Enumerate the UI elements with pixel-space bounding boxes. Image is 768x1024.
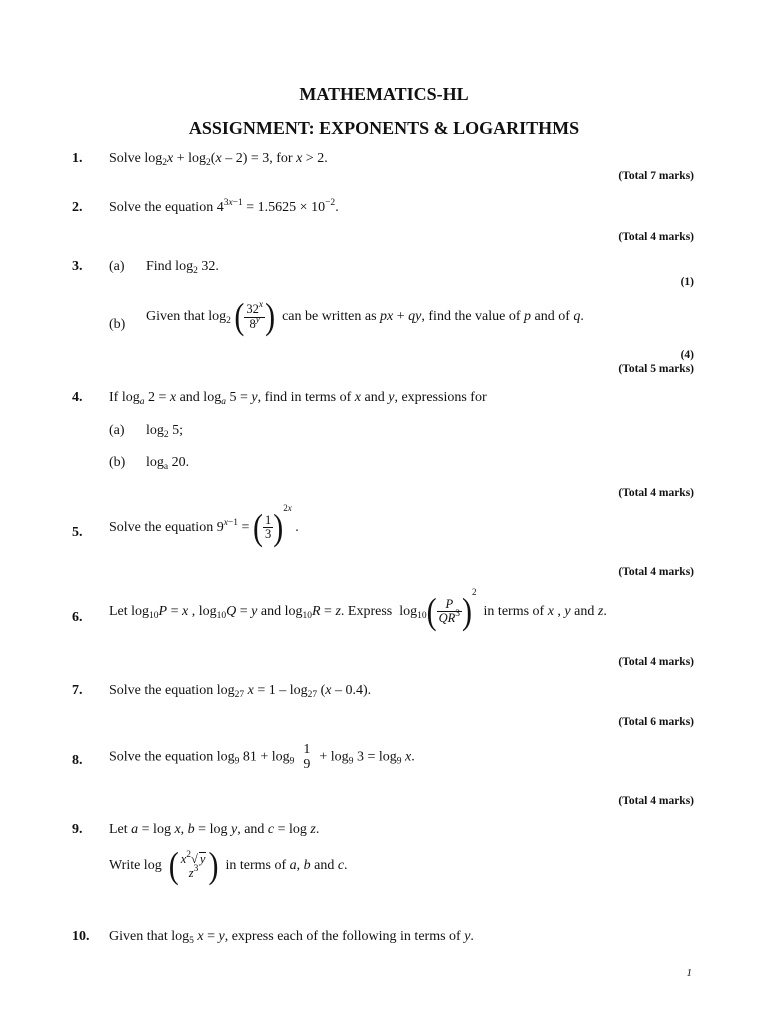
total-marks: (Total 4 marks) bbox=[618, 487, 694, 499]
question-4b-text: $\log_a 20$. bbox=[146, 455, 190, 472]
total-marks: (Total 4 marks) bbox=[618, 566, 694, 578]
question-10-text: Given that $\log_5 x = y$, express each of the following in terms of y. bbox=[109, 929, 474, 946]
question-5-text: Solve the equation $9^{x-1}$ = ( $\frac{1}{3}$ )$^{2x}$ . bbox=[109, 503, 299, 548]
question-7-text: Solve the equation $\log_{27} x = 1 - \log_{27} (x - 0.4)$. bbox=[109, 683, 372, 700]
part-label: (b) bbox=[109, 317, 126, 332]
page-title: MATHEMATICS-HL bbox=[299, 84, 469, 104]
question-number: 10. bbox=[72, 929, 90, 944]
question-number: 4. bbox=[72, 390, 83, 405]
question-number: 1. bbox=[72, 151, 83, 166]
question-9-text: Let a = log x, b = log y, and c = log z. bbox=[109, 822, 320, 837]
part-marks: (1) bbox=[680, 276, 694, 288]
part-label: (b) bbox=[109, 455, 126, 470]
question-number: 2. bbox=[72, 200, 83, 215]
question-number: 5. bbox=[72, 525, 83, 540]
total-marks: (Total 4 marks) bbox=[618, 231, 694, 243]
question-3b-text: Given that $\log_2$ ( $\frac{32^x}{8^y}$ ) can be written as px + qy, find the value of p and of q. bbox=[146, 295, 584, 337]
question-3a-text: Find $\log_2 32$. bbox=[146, 259, 219, 276]
question-number: 9. bbox=[72, 822, 83, 837]
total-marks: (Total 6 marks) bbox=[618, 716, 694, 728]
total-marks: (Total 5 marks) bbox=[618, 363, 694, 375]
page-number: 1 bbox=[686, 967, 692, 979]
question-2-text: Solve the equation $4^{3x-1} = 1.5625 \times 10^{-2}$. bbox=[109, 198, 339, 215]
question-9-expression: Write log ( $x^2√$ y $z^3$ ) in terms of a, b and c. bbox=[109, 844, 348, 886]
question-4a-text: $\log_2 5$; bbox=[146, 423, 184, 440]
question-4-text: If $\log_a 2 = x$ and $\log_a 5 = y$, find in terms of x and y, expressions for bbox=[109, 390, 487, 407]
question-number: 6. bbox=[72, 610, 83, 625]
total-marks: (Total 4 marks) bbox=[618, 795, 694, 807]
question-8-text: Solve the equation $\log_9 81 + \log_9$ 1 9 + $\log_9 3 = \log_9 x$. bbox=[109, 742, 415, 773]
question-number: 8. bbox=[72, 753, 83, 768]
part-marks: (4) bbox=[680, 349, 694, 361]
question-1-text: Solve $\log_2x + \log_2(x - 2) = 3$, for x > 2. bbox=[109, 151, 328, 168]
question-number: 7. bbox=[72, 683, 83, 698]
total-marks: (Total 7 marks) bbox=[618, 170, 694, 182]
question-6-text: Let $\log_{10}P = x$ , $\log_{10}Q = y$ and $\log_{10}R = z$. Express $\log_{10}$( $\frac{P}{QR^3}$ )$^2$ in terms of x , y and z. bbox=[109, 587, 607, 632]
part-label: (a) bbox=[109, 423, 125, 438]
total-marks: (Total 4 marks) bbox=[618, 656, 694, 668]
question-number: 3. bbox=[72, 259, 83, 274]
assignment-subtitle: ASSIGNMENT: EXPONENTS & LOGARITHMS bbox=[188, 118, 580, 138]
part-label: (a) bbox=[109, 259, 125, 274]
